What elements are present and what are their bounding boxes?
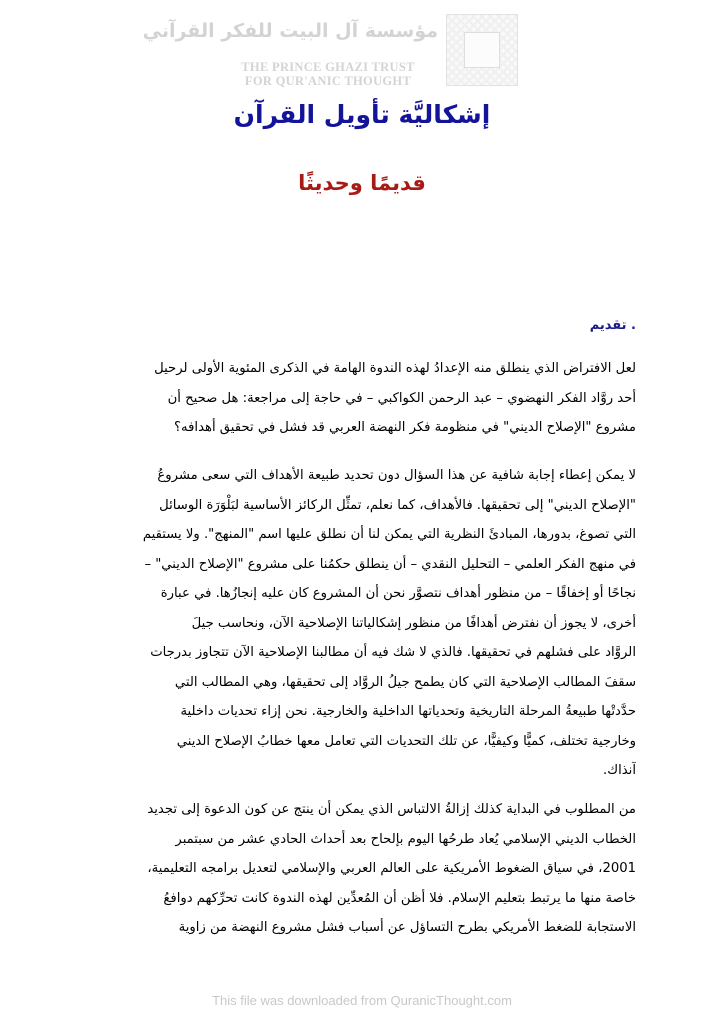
paragraph-line: آنذاك. xyxy=(603,763,636,778)
paragraph-line: من المطلوب في البداية كذلك إزالةُ الالتباس الذي يمكن أن ينتج عن كون الدعوة إلى تجديد xyxy=(147,802,636,817)
paragraph-line: في منهج الفكر العلمي – التحليل النقدي – أن ينطلق حكمُنا على مشروع "الإصلاح الديني" – xyxy=(144,556,636,572)
publisher-logo-watermark xyxy=(142,8,518,96)
logo-arabic-text: مؤسسة آل البيت للفكر القرآني xyxy=(142,20,438,42)
paragraph-line: مشروع "الإصلاح الديني" في منظومة فكر النهضة العربي قد فشل في تحقيق أهدافه؟ xyxy=(174,420,636,435)
logo-english-line-2: FOR QUR'ANIC THOUGHT xyxy=(244,74,412,88)
download-footer-watermark: This file was downloaded from QuranicThought.com xyxy=(212,993,512,1008)
paragraph-line: لا يمكن إعطاء إجابة شافية عن هذا السؤال دون تحديد طبيعة الأهداف التي سعى مشروعُ xyxy=(157,468,636,483)
paragraph-line: نجاحًا أو إخفاقًا – من منظور أهداف نتصوَّر نحن أن المشروع كان عليه إنجازُها. في عبارة xyxy=(160,586,636,601)
document-title: إشكاليَّة تأويل القرآن xyxy=(233,100,491,129)
paragraph-line: 2001، في سياق الضغوط الأمريكية على العالم العربي والإسلامي لتعديل برامجه التعليمية، xyxy=(147,861,636,876)
paragraph-3 xyxy=(86,795,636,943)
paragraph-line: أحد روَّاد الفكر النهضوي – عبد الرحمن الكواكبي – في حاجة إلى مراجعة: هل صحيح أن xyxy=(167,390,636,406)
paragraph-2 xyxy=(86,461,636,786)
paragraph-line: أخرى، لا يجوز أن نفترض أهدافًا من منظور إشكالياتنا الإصلاحية الآن، ونحاسب جيلَ xyxy=(191,615,636,631)
logo-english-line-1: THE PRINCE GHAZI TRUST xyxy=(241,60,415,74)
paragraph-line: سقفَ المطالب الإصلاحية التي كان يطمح جيلُ الروَّاد إلى تحقيقها، وهي المطالب التي xyxy=(174,674,636,690)
paragraph-line: "الإصلاح الديني" إلى تحقيقها. فالأهداف، كما نعلم، تمثِّل الركائز الأساسية لبَلْوَرَة الوسائل xyxy=(159,497,636,513)
section-heading: . تقديم xyxy=(589,318,636,333)
paragraph-1 xyxy=(86,354,636,443)
paragraph-line: خاصة منها ما يرتبط بتعليم الإسلام. فلا أظن أن المُعدِّين لهذه الندوة كانت تحرِّكهم دوافعُ xyxy=(163,890,636,906)
document-subtitle: قديمًا وحديثًا xyxy=(298,171,426,195)
paragraph-line: الخطاب الديني الإسلامي يُعاد طرحُها اليوم بإلحاح بعد أحداث الحادي عشر من سبتمبر xyxy=(175,831,636,847)
logo-emblem-icon xyxy=(446,14,518,86)
paragraph-line: الروَّاد على فشلهم في تحقيقها. فالذي لا شك فيه أن مطالبنا الإصلاحية الآن تتجاوز بدرجات xyxy=(150,645,636,660)
paragraph-line: لعل الافتراض الذي ينطلق منه الإعدادُ لهذه الندوة الهامة في الذكرى المئوية الأولى لرحيل xyxy=(154,361,636,376)
paragraph-line: التي تصوغ، بدورها، المبادئَ النظرية التي يمكن لنا أن نطلق عليها اسم "المنهج". ولا يستقيم xyxy=(142,527,636,542)
paragraph-line: وخارجية تختلف، كميًّا وكيفيًّا، عن تلك التحديات التي تعامل معها خطابُ الإصلاح الديني xyxy=(176,733,636,749)
paragraph-line: حدَّدتْها طبيعةُ المرحلة التاريخية وتحدياتها الداخلية والخارجية. نحن إزاء تحديات داخلية xyxy=(180,704,636,719)
paragraph-line: الاستجابة للضغط الأمريكي بطرح التساؤل عن أسباب فشل مشروع النهضة من زاوية xyxy=(178,920,636,935)
